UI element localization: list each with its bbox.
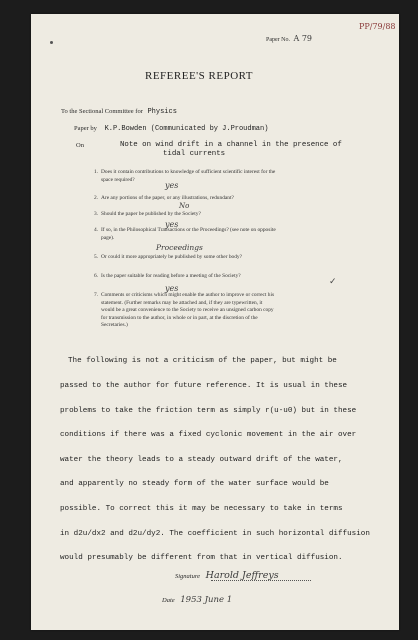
answer-4: Proceedings (156, 243, 203, 252)
committee-value: Physics (147, 108, 177, 116)
question-text: page). (101, 234, 115, 241)
comment-line: would presumably be different from that in vertical diffusion. (60, 554, 343, 563)
comment-line: passed to the author for future reference. It is usual in these (60, 382, 348, 391)
paper-title-line-2: tidal currents (163, 150, 226, 158)
comment-line: possible. To correct this it may be necessary to take in terms (60, 505, 343, 514)
question-6 (94, 273, 241, 281)
question-number: 2. (94, 195, 99, 201)
question-number: 3. (94, 211, 99, 217)
comment-line: in d2u/dx2 and d2u/dy2. The coefficient in such horizontal diffusion (60, 529, 370, 538)
question-4 (94, 227, 276, 242)
question-number: 1. (94, 169, 99, 175)
question-text: would be a great convenience to the Society to receive an unsigned carbon copy (101, 307, 274, 314)
question-text: Is the paper suitable for reading before a meeting of the Society? (101, 273, 241, 279)
question-text: Does it contain contributions to knowledge of sufficient scientific interest for the (101, 169, 276, 175)
question-3 (94, 211, 201, 219)
paper-number-value: A 79 (293, 34, 312, 43)
signature-label: Signature (175, 573, 201, 580)
comment-line: water the theory leads to a steady outward drift of the water, (60, 455, 343, 464)
referee-report-sheet (31, 14, 399, 630)
answer-7: yes (165, 284, 179, 293)
answer-2: No (179, 202, 190, 210)
signature-rule (211, 580, 311, 581)
paper-by-line (74, 125, 268, 133)
question-text: Secretaries.) (101, 322, 128, 329)
committee-line (61, 108, 177, 116)
hole-punch-mark (50, 41, 53, 44)
question-text: space required? (101, 176, 135, 183)
paper-number-label: Paper No. (266, 37, 290, 43)
paper-title-line-1: Note on wind drift in a channel in the presence of (120, 141, 342, 149)
comment-line: problems to take the friction term as simply r(u-u0) but in these (60, 406, 357, 415)
comment-line: The following is not a criticism of the paper, but might be (68, 357, 337, 366)
date-value: 1953 June 1 (180, 595, 233, 605)
date-label: Date (162, 597, 175, 604)
question-number: 7. (94, 292, 99, 298)
on-label: On (76, 142, 84, 149)
paper-number (266, 34, 312, 43)
paper-by-label: Paper by (74, 125, 97, 132)
referee-comment (60, 341, 370, 579)
question-5 (94, 254, 243, 262)
question-text: Or could it more appropriately be published by some other body? (101, 254, 243, 260)
date-line (162, 595, 232, 605)
question-text: for transmission to the author, in whole or in part, at the discretion of the (101, 314, 258, 321)
question-1 (94, 169, 276, 184)
committee-label: To the Sectional Committee for (61, 108, 143, 115)
comment-line: conditions if there was a fixed cyclonic movement in the air over (60, 431, 357, 440)
answer-3: yes (165, 220, 179, 229)
signature-value: Harold Jeffreys (205, 570, 279, 581)
question-text: statement. (Further remarks may be attached and, if they are typewritten, it (101, 299, 263, 306)
question-number: 6. (94, 273, 99, 279)
answer-1: yes (165, 181, 179, 190)
question-7 (94, 292, 275, 330)
paper-by-value: K.P.Bowden (Communicated by J.Proudman) (104, 125, 269, 133)
comment-line: and apparently no steady form of the water surface would be (60, 480, 329, 489)
question-text: Are any portions of the paper, or any illustrations, redundant? (101, 195, 234, 201)
question-text: If so, in the Philosophical Transactions or the Proceedings? (see note on opposite (101, 227, 276, 233)
question-text: Comments or criticisms which might enable the author to improve or correct his (101, 292, 275, 298)
question-2 (94, 195, 234, 203)
tick-mark: ✓ (329, 277, 337, 287)
page-title: REFEREE'S REPORT (145, 70, 254, 82)
archive-reference-mark: PP/79/88 (359, 22, 396, 31)
question-text: Should the paper be published by the Society? (101, 211, 201, 217)
question-number: 5. (94, 254, 99, 260)
question-number: 4. (94, 227, 99, 233)
